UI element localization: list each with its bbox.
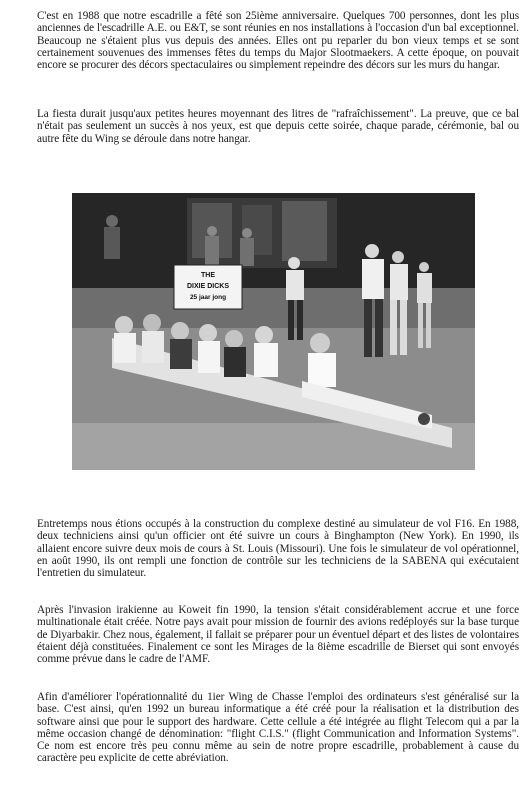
paragraph-informatique: Afin d'améliorer l'opérationnalité du 1ier Wing de Chasse l'emploi des ordinateurs s'est généralisé sur la base. C'est ainsi, qu'en 1992 un bureau informatique a été créé pour la réalisation et la distribution des software ainsi que pour le support des hardware. Cette cellule a été intégrée au flight Telecom qui a par la même occasion changé de dénomination: "flight C.I.S." (flight Communication and Information Systems". Ce nom est encore très peu connu même au sein de notre propre escadrille, probablement à cause du caractère peu explicite de cette abréviation. [37,691,519,765]
paragraph-fiesta: La fiesta durait jusqu'aux petites heures moyennant des litres de "rafraîchissement". La preuve, que ce bal n'était pas seulement un succès à nos yeux, est que depuis cette soirée, chaque parade, cérémonie, bal ou autre fête du Wing se déroule dans notre hangar. [37,108,519,145]
sign-line-2: DIXIE DICKS [186,283,230,290]
party-photo [72,193,475,470]
sign-line-3: 25 jaar jong [189,294,227,301]
paragraph-koweit: Après l'invasion irakienne au Koweit fin 1990, la tension s'était considérablement accrue et une force multinationale était créée. Notre pays avait pour mission de fournir des avions redéployés sur la base turque de Diyarbakir. Chez nous, également, il fallait se préparer pour un éventuel départ et des listes de volontaires étaient déjà constituées. Finalement ce sont les Mirages de la 8ième escadrille de Bierset qui sont envoyés comme prévue dans le cadre de l'AMF. [37,604,519,666]
paragraph-simulator: Entretemps nous étions occupés à la construction du complexe destiné au simulateur de vol F16. En 1988, deux techniciens ainsi qu'un officier ont été suivre un cours à Binghampton (New York). En 1990, ils allaient encore suivre deux mois de cours à St. Louis (Missouri). Une fois le simulateur de vol opérationnel, en août 1990, ils ont rempli une fonction de contrôle sur les techniciens de la SABENA qui exécutaient l'entretien du simulateur. [37,518,519,580]
paragraph-anniversary: C'est en 1988 que notre escadrille a fêté son 25ième anniversaire. Quelques 700 personnes, dont les plus anciennes de l'escadrille A.E. ou E&T, se sont réunies en nos installations à l'occasion d'un bal exceptionnel. Beaucoup ne s'étaient plus vus depuis des années. Elles ont pu reparler du bon vieux temps et se sont certainement souvenues des immenses fêtes du temps du Major Slootmaekers. A cette époque, on pouvait encore se procurer des décors spectaculaires ou simplement repeindre des décors sur les murs du hangar. [37,10,519,72]
sign-line-1: THE [201,272,215,279]
